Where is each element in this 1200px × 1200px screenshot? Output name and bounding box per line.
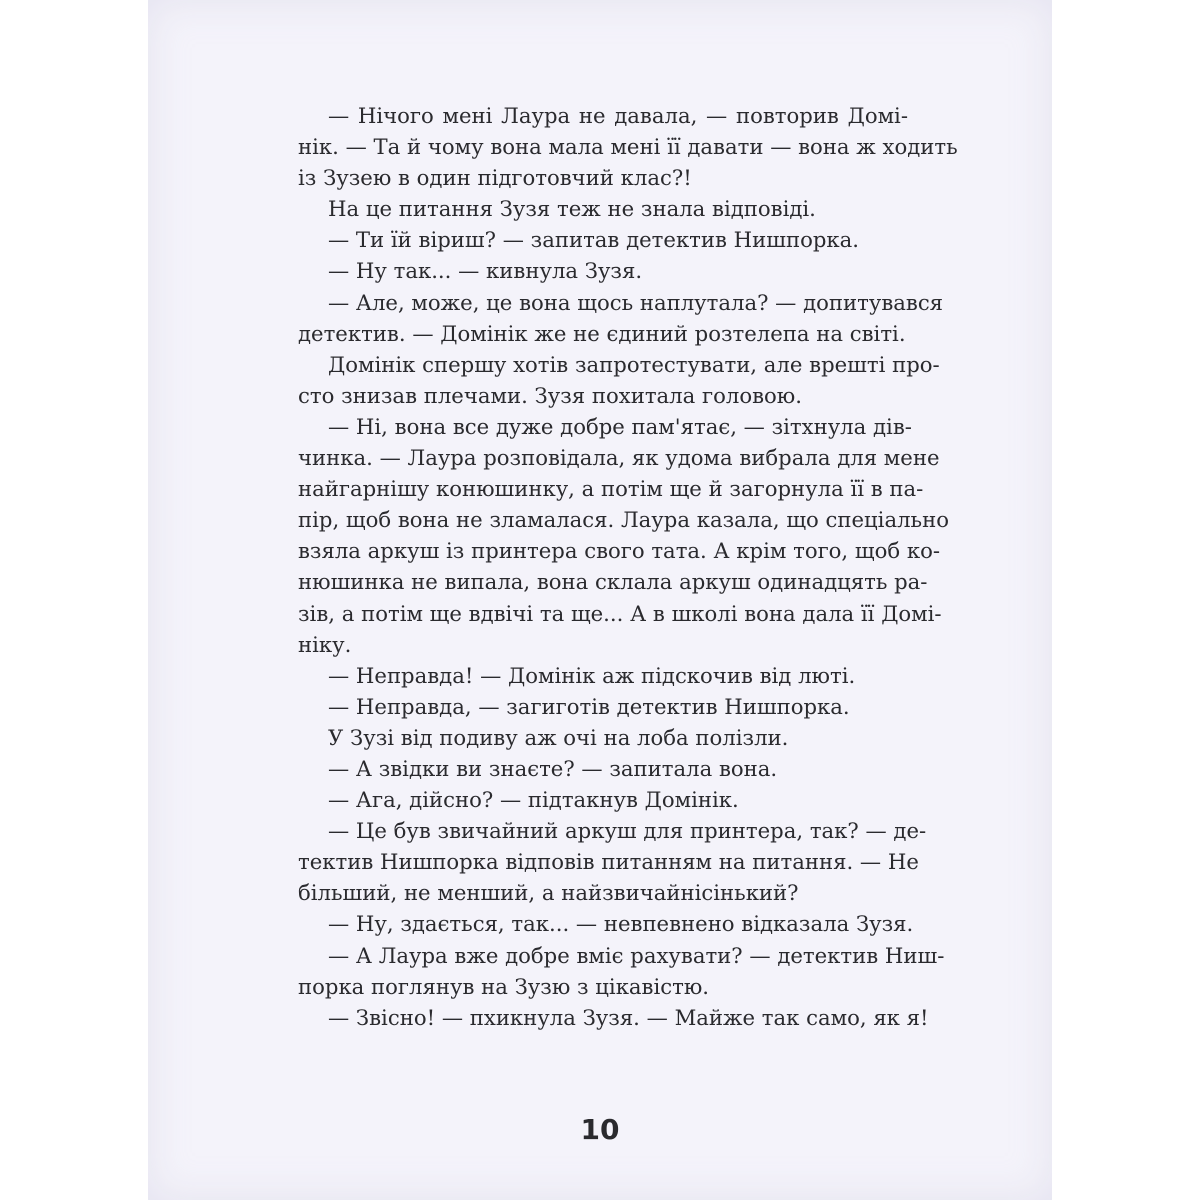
body-text (298, 100, 958, 1033)
text-line: — Ага, дійсно? — підтакнув Домінік. (328, 787, 739, 813)
text-line: — Ти їй віриш? — запитав детектив Нишпорка. (328, 227, 860, 253)
text-line: зів, а потім ще вдвічі та ще... А в школі вона дала її Домі- (298, 600, 942, 626)
text-line: — Нічого мені Лаура не давала, — повторив Домі- (328, 103, 908, 128)
text-line: сто знизав плечами. Зузя похитала головою. (298, 382, 802, 408)
text-line: взяла аркуш із принтера свого тата. А крім того, щоб ко- (298, 538, 940, 564)
text-line: тектив Нишпорка відповів питанням на питання. — Не (298, 849, 919, 875)
text-line: порка поглянув на Зузю з цікавістю. (298, 973, 710, 999)
text-line: — А Лаура вже добре вміє рахувати? — детектив Ниш- (328, 942, 945, 968)
text-line: чинка. — Лаура розповідала, як удома вибрала для мене (298, 445, 940, 471)
text-line: — Ну, здається, так... — невпевнено відказала Зузя. (328, 911, 914, 937)
text-line: детектив. — Домінік же не єдиний розтелепа на світі. (298, 320, 906, 346)
text-line: На це питання Зузя теж не знала відповіді. (328, 196, 816, 222)
book-page (148, 0, 1052, 1200)
text-line: — Неправда, — загиготів детектив Нишпорка. (328, 693, 850, 719)
text-line: нік. — Та й чому вона мала мені її давати — вона ж ходить (298, 134, 958, 160)
text-line: — Ну так... — кивнула Зузя. (328, 258, 643, 284)
text-line: — Ні, вона все дуже добре пам'ятає, — зітхнула дів- (328, 413, 912, 439)
text-line: — А звідки ви знаєте? — запитала вона. (328, 755, 778, 781)
text-line: — Неправда! — Домінік аж підскочив від люті. (328, 662, 856, 688)
text-line: Домінік спершу хотів запротестувати, але врешті про- (328, 351, 940, 377)
text-line: У Зузі від подиву аж очі на лоба полізли. (328, 724, 789, 750)
text-line: — Звісно! — пхикнула Зузя. — Майже так само, як я! (328, 1004, 929, 1030)
text-line: пір, щоб вона не зламалася. Лаура казала, що спеціально (298, 507, 949, 533)
text-line: — Але, може, це вона щось наплутала? — допитувався (328, 289, 944, 315)
text-line: ніку. (298, 631, 352, 657)
text-line: більший, не менший, а найзвичайнісінький? (298, 880, 799, 906)
text-line: із Зузею в один підготовчий клас?! (298, 165, 692, 191)
text-line: — Це був звичайний аркуш для принтера, так? — де- (328, 818, 927, 844)
text-line: найгарнішу конюшинку, а потім ще й загорнула її в па- (298, 476, 924, 502)
page-number: 10 (580, 1113, 620, 1146)
text-line: нюшинка не випала, вона склала аркуш одинадцять ра- (298, 569, 928, 595)
